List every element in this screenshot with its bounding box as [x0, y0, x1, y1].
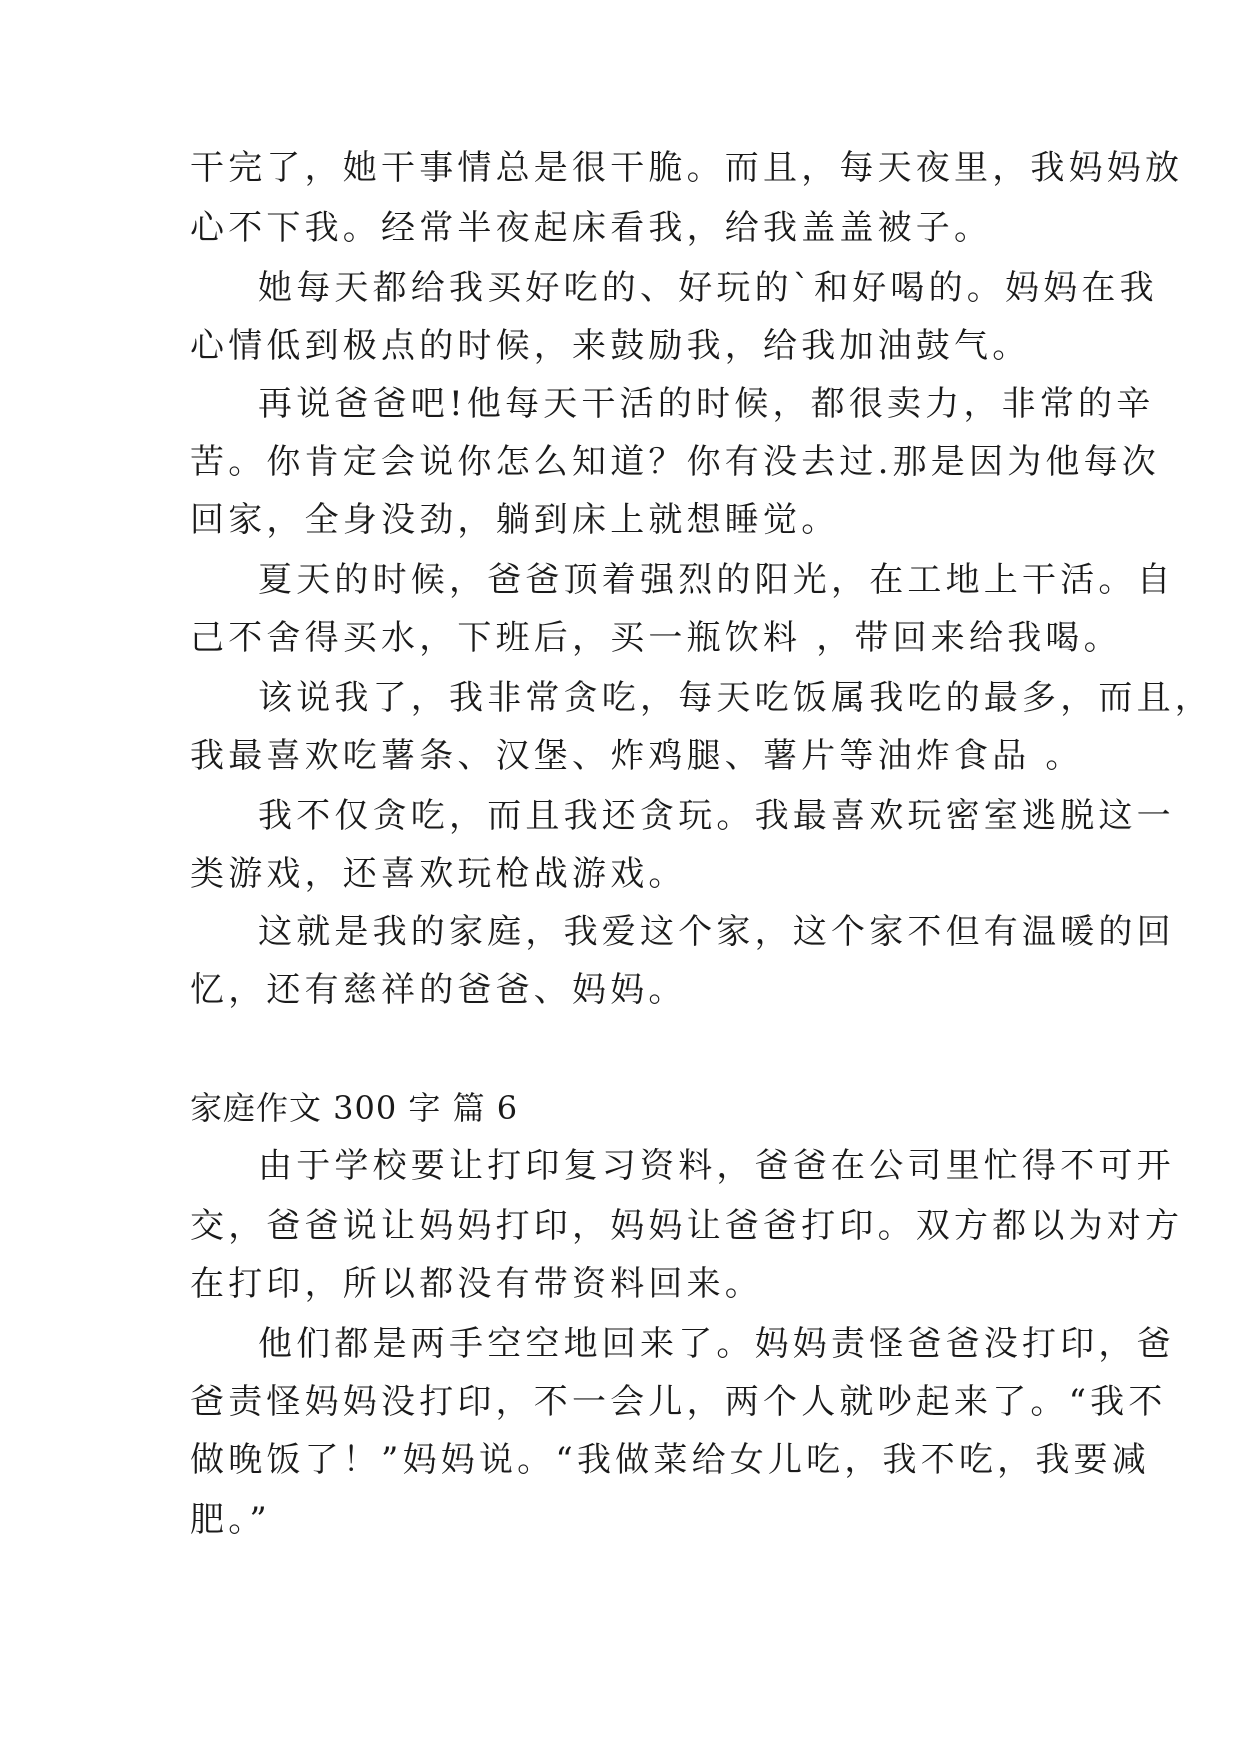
paragraph-start-line: 这就是我的家庭，我爱这个家，这个家不但有温暖的回 [258, 912, 1175, 952]
text-line: 交，爸爸说让妈妈打印，妈妈让爸爸打印。双方都以为对方 [190, 1206, 1184, 1246]
paragraph-start-line: 再说爸爸吧!他每天干活的时候，都很卖力，非常的辛 [258, 384, 1155, 424]
paragraph-start-line: 她每天都给我买好吃的、好玩的`和好喝的。妈妈在我 [258, 268, 1158, 308]
text-line: 爸责怪妈妈没打印，不一会儿，两个人就吵起来了。“我不 [190, 1382, 1167, 1422]
text-line: 干完了，她干事情总是很干脆。而且，每天夜里，我妈妈放 [190, 148, 1184, 188]
text-line: 苦。你肯定会说你怎么知道？你有没去过.那是因为他每次 [190, 442, 1161, 482]
section-heading: 家庭作文 300 字 篇 6 [190, 1089, 519, 1127]
paragraph-start-line: 由于学校要让打印复习资料，爸爸在公司里忙得不可开 [258, 1146, 1175, 1186]
text-line: 在打印，所以都没有带资料回来。 [190, 1264, 763, 1304]
text-line: 回家，全身没劲，躺到床上就想睡觉。 [190, 500, 840, 540]
text-line: 忆，还有慈祥的爸爸、妈妈。 [190, 970, 687, 1010]
paragraph-start-line: 该说我了，我非常贪吃，每天吃饭属我吃的最多，而且， [258, 678, 1213, 718]
text-line: 己不舍得买水，下班后，买一瓶饮料 ，带回来给我喝。 [190, 618, 1122, 658]
paragraph-start-line: 夏天的时候，爸爸顶着强烈的阳光，在工地上干活。自 [258, 560, 1175, 600]
paragraph-start-line: 他们都是两手空空地回来了。妈妈责怪爸爸没打印，爸 [258, 1324, 1175, 1364]
text-line: 我最喜欢吃薯条、汉堡、炸鸡腿、薯片等油炸食品 。 [190, 736, 1084, 776]
text-line: 肥。” [190, 1500, 271, 1540]
text-line: 做晚饭了！”妈妈说。“我做菜给女儿吃，我不吃，我要减 [190, 1440, 1150, 1480]
text-line: 心不下我。经常半夜起床看我，给我盖盖被子。 [190, 208, 993, 248]
paragraph-start-line: 我不仅贪吃，而且我还贪玩。我最喜欢玩密室逃脱这一 [258, 796, 1175, 836]
text-line: 心情低到极点的时候，来鼓励我，给我加油鼓气。 [190, 326, 1031, 366]
text-line: 类游戏，还喜欢玩枪战游戏。 [190, 854, 687, 894]
